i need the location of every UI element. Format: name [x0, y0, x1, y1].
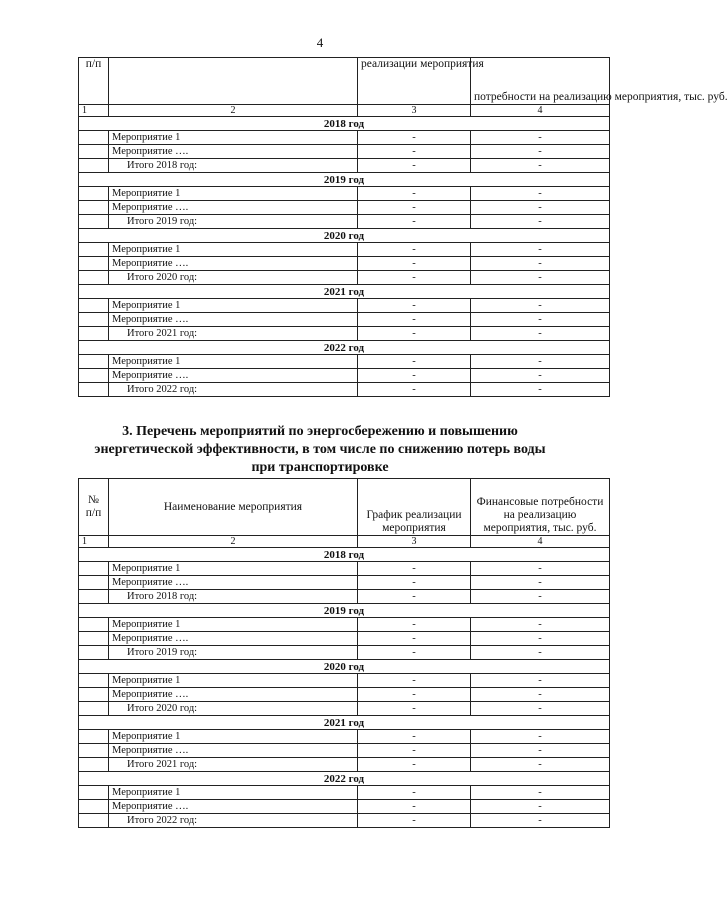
total-label: Итого 2019 год:	[109, 215, 358, 229]
row-number	[79, 355, 109, 369]
row-number	[79, 688, 109, 702]
column-number: 4	[471, 105, 610, 117]
row-number	[79, 730, 109, 744]
year-header-row	[79, 229, 610, 243]
row-number	[79, 257, 109, 271]
schedule-value: -	[358, 383, 471, 397]
total-label: Итого 2021 год:	[109, 327, 358, 341]
total-row	[79, 215, 610, 229]
activity-name: Мероприятие 1	[109, 674, 358, 688]
total-label: Итого 2021 год:	[109, 758, 358, 772]
total-row	[79, 327, 610, 341]
schedule-value: -	[358, 562, 471, 576]
finance-value: -	[471, 383, 610, 397]
row-number	[79, 800, 109, 814]
year-header-row	[79, 660, 610, 674]
row-number	[79, 243, 109, 257]
total-row	[79, 814, 610, 828]
column-number: 2	[109, 105, 358, 117]
schedule-value: -	[358, 786, 471, 800]
header-num	[79, 479, 109, 536]
section-title-line: энергетической эффективности, в том числе по снижению потерь воды	[94, 442, 546, 457]
year-label: 2021 год	[79, 716, 610, 730]
table-row	[79, 786, 610, 800]
total-label: Итого 2022 год:	[109, 383, 358, 397]
section-title	[0, 423, 640, 477]
row-number	[79, 215, 109, 229]
year-label: 2020 год	[79, 229, 610, 243]
schedule-value: -	[358, 744, 471, 758]
schedule-value: -	[358, 632, 471, 646]
year-header-row	[79, 285, 610, 299]
header-schedule: реализации мероприятия	[358, 58, 471, 105]
row-number	[79, 131, 109, 145]
table-row	[79, 674, 610, 688]
finance-value: -	[471, 688, 610, 702]
year-label: 2019 год	[79, 173, 610, 187]
activity-name: Мероприятие ….	[109, 576, 358, 590]
row-number	[79, 786, 109, 800]
finance-value: -	[471, 786, 610, 800]
section-title-line: 3. Перечень мероприятий по энергосбережению и повышению	[122, 424, 518, 439]
activity-name: Мероприятие ….	[109, 313, 358, 327]
table-row	[79, 688, 610, 702]
row-number	[79, 576, 109, 590]
schedule-value: -	[358, 271, 471, 285]
activity-name: Мероприятие ….	[109, 369, 358, 383]
activity-name: Мероприятие 1	[109, 562, 358, 576]
schedule-value: -	[358, 590, 471, 604]
schedule-value: -	[358, 674, 471, 688]
header-finance: потребности на реализацию мероприятия, тыс. руб.	[471, 58, 610, 105]
finance-value: -	[471, 257, 610, 271]
column-number: 1	[79, 105, 109, 117]
table-row	[79, 369, 610, 383]
row-number	[79, 674, 109, 688]
activity-name: Мероприятие 1	[109, 131, 358, 145]
row-number	[79, 159, 109, 173]
table-row	[79, 744, 610, 758]
schedule-value: -	[358, 758, 471, 772]
year-label: 2018 год	[79, 548, 610, 562]
schedule-value: -	[358, 814, 471, 828]
total-row	[79, 271, 610, 285]
schedule-value: -	[358, 327, 471, 341]
year-header-row	[79, 341, 610, 355]
row-number	[79, 327, 109, 341]
total-label: Итого 2022 год:	[109, 814, 358, 828]
year-header-row	[79, 117, 610, 131]
table-row	[79, 313, 610, 327]
row-number	[79, 271, 109, 285]
schedule-value: -	[358, 299, 471, 313]
activity-name: Мероприятие 1	[109, 730, 358, 744]
schedule-value: -	[358, 800, 471, 814]
schedule-value: -	[358, 646, 471, 660]
header-name: Наименование мероприятия	[109, 479, 358, 536]
table-header-row	[79, 58, 610, 105]
year-header-row	[79, 173, 610, 187]
finance-value: -	[471, 730, 610, 744]
row-number	[79, 313, 109, 327]
schedule-value: -	[358, 313, 471, 327]
schedule-value: -	[358, 201, 471, 215]
year-header-row	[79, 604, 610, 618]
header-finance: Финансовые потребности на реализацию мероприятия, тыс. руб.	[471, 479, 610, 536]
year-label: 2022 год	[79, 772, 610, 786]
header-name	[109, 58, 358, 105]
finance-value: -	[471, 369, 610, 383]
schedule-value: -	[358, 187, 471, 201]
table-row	[79, 131, 610, 145]
activity-name: Мероприятие ….	[109, 257, 358, 271]
activity-name: Мероприятие 1	[109, 786, 358, 800]
row-number	[79, 702, 109, 716]
table-row	[79, 632, 610, 646]
year-label: 2020 год	[79, 660, 610, 674]
activity-name: Мероприятие ….	[109, 145, 358, 159]
finance-value: -	[471, 131, 610, 145]
year-header-row	[79, 548, 610, 562]
table-row	[79, 562, 610, 576]
table-row	[79, 187, 610, 201]
finance-value: -	[471, 562, 610, 576]
schedule-value: -	[358, 215, 471, 229]
page-number: 4	[316, 35, 324, 50]
activity-name: Мероприятие 1	[109, 355, 358, 369]
finance-value: -	[471, 159, 610, 173]
table-row	[79, 243, 610, 257]
activity-name: Мероприятие 1	[109, 618, 358, 632]
activity-name: Мероприятие ….	[109, 688, 358, 702]
activity-name: Мероприятие ….	[109, 632, 358, 646]
finance-value: -	[471, 215, 610, 229]
schedule-value: -	[358, 688, 471, 702]
table-row	[79, 145, 610, 159]
activity-name: Мероприятие ….	[109, 800, 358, 814]
table-row	[79, 576, 610, 590]
column-number: 1	[79, 536, 109, 548]
finance-value: -	[471, 355, 610, 369]
row-number	[79, 744, 109, 758]
finance-value: -	[471, 618, 610, 632]
column-number: 4	[471, 536, 610, 548]
activity-name: Мероприятие 1	[109, 243, 358, 257]
total-label: Итого 2020 год:	[109, 271, 358, 285]
table-row	[79, 800, 610, 814]
schedule-value: -	[358, 131, 471, 145]
schedule-value: -	[358, 159, 471, 173]
total-row	[79, 590, 610, 604]
header-num: п/п	[79, 58, 109, 105]
row-number	[79, 299, 109, 313]
schedule-value: -	[358, 145, 471, 159]
row-number	[79, 187, 109, 201]
schedule-value: -	[358, 243, 471, 257]
total-label: Итого 2019 год:	[109, 646, 358, 660]
section-title-line: при транспортировке	[251, 460, 389, 475]
total-label: Итого 2020 год:	[109, 702, 358, 716]
finance-value: -	[471, 590, 610, 604]
activity-name: Мероприятие 1	[109, 299, 358, 313]
table-header-row	[79, 479, 610, 536]
activity-name: Мероприятие ….	[109, 744, 358, 758]
row-number	[79, 618, 109, 632]
schedule-value: -	[358, 576, 471, 590]
row-number	[79, 201, 109, 215]
year-label: 2019 год	[79, 604, 610, 618]
header-num-line: п/п	[85, 507, 102, 519]
finance-value: -	[471, 674, 610, 688]
column-number: 2	[109, 536, 358, 548]
year-label: 2022 год	[79, 341, 610, 355]
row-number	[79, 758, 109, 772]
finance-value: -	[471, 187, 610, 201]
year-header-row	[79, 772, 610, 786]
total-row	[79, 646, 610, 660]
row-number	[79, 814, 109, 828]
schedule-value: -	[358, 369, 471, 383]
schedule-value: -	[358, 618, 471, 632]
finance-value: -	[471, 744, 610, 758]
column-number: 3	[358, 536, 471, 548]
total-label: Итого 2018 год:	[109, 590, 358, 604]
finance-value: -	[471, 313, 610, 327]
finance-value: -	[471, 814, 610, 828]
table-row	[79, 299, 610, 313]
row-number	[79, 562, 109, 576]
finance-value: -	[471, 646, 610, 660]
header-schedule: График реализации мероприятия	[358, 479, 471, 536]
schedule-value: -	[358, 257, 471, 271]
year-label: 2021 год	[79, 285, 610, 299]
year-header-row	[79, 716, 610, 730]
table-row	[79, 730, 610, 744]
row-number	[79, 145, 109, 159]
finance-value: -	[471, 201, 610, 215]
row-number	[79, 369, 109, 383]
activities-table-continued	[78, 57, 728, 397]
total-row	[79, 383, 610, 397]
activity-name: Мероприятие ….	[109, 201, 358, 215]
table-row	[79, 355, 610, 369]
row-number	[79, 632, 109, 646]
total-label: Итого 2018 год:	[109, 159, 358, 173]
schedule-value: -	[358, 355, 471, 369]
column-numbers-row	[79, 536, 610, 548]
total-row	[79, 702, 610, 716]
energy-saving-activities-table	[78, 478, 610, 828]
finance-value: -	[471, 327, 610, 341]
finance-value: -	[471, 576, 610, 590]
finance-value: -	[471, 632, 610, 646]
table-row	[79, 618, 610, 632]
schedule-value: -	[358, 730, 471, 744]
finance-value: -	[471, 243, 610, 257]
column-number: 3	[358, 105, 471, 117]
schedule-value: -	[358, 702, 471, 716]
finance-value: -	[471, 702, 610, 716]
row-number	[79, 646, 109, 660]
finance-value: -	[471, 145, 610, 159]
column-numbers-row	[79, 105, 610, 117]
header-num-line: №	[88, 494, 99, 506]
finance-value: -	[471, 758, 610, 772]
finance-value: -	[471, 800, 610, 814]
table-row	[79, 201, 610, 215]
total-row	[79, 758, 610, 772]
activity-name: Мероприятие 1	[109, 187, 358, 201]
total-row	[79, 159, 610, 173]
row-number	[79, 383, 109, 397]
finance-value: -	[471, 299, 610, 313]
row-number	[79, 590, 109, 604]
finance-value: -	[471, 271, 610, 285]
year-label: 2018 год	[79, 117, 610, 131]
table-row	[79, 257, 610, 271]
